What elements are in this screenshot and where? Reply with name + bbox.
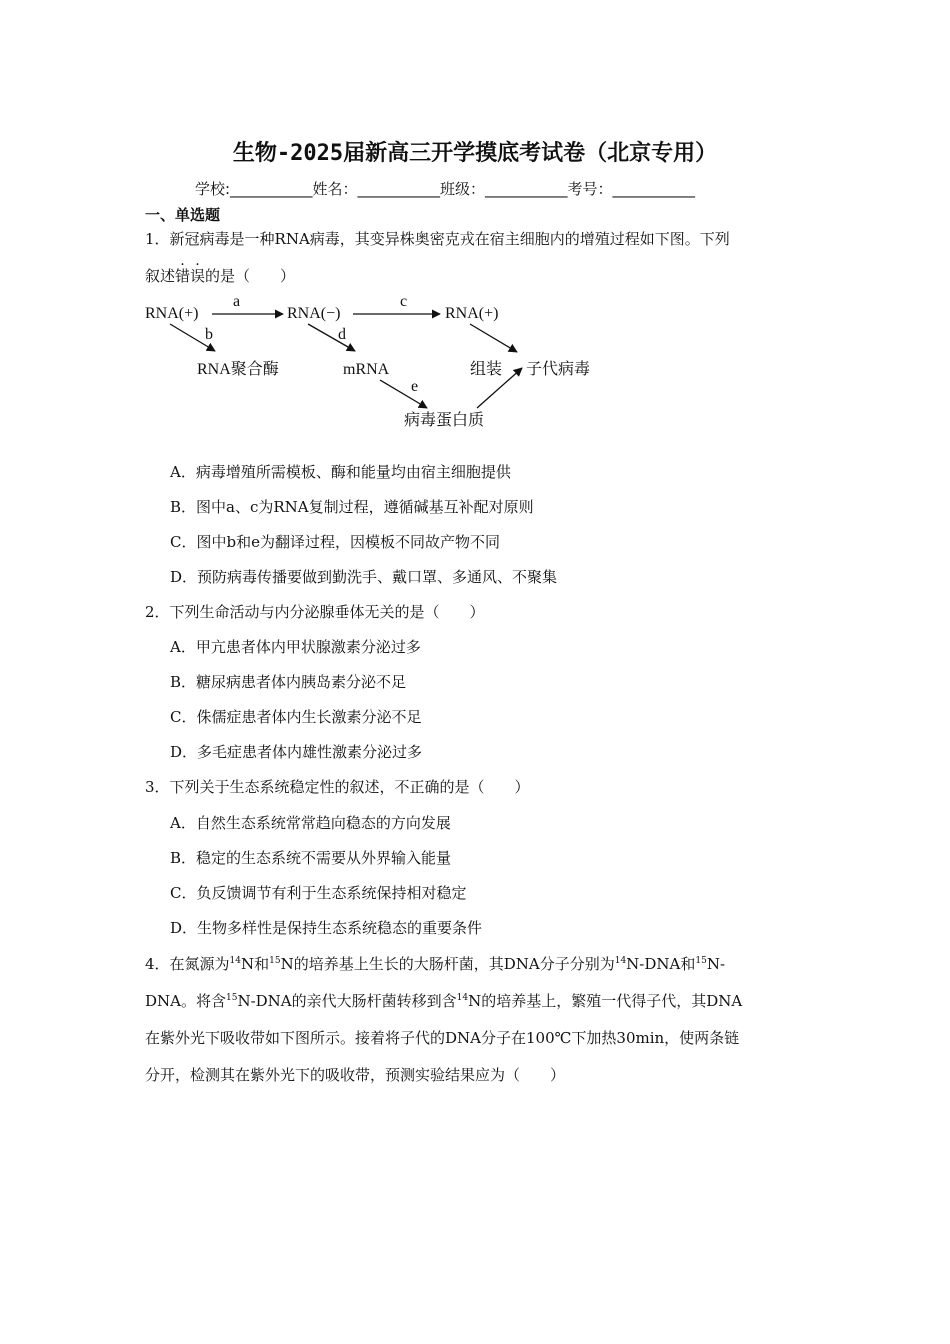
q1-emphasis-char: 错 [175,267,191,285]
q4-text: N-DNA和 [626,955,696,973]
isotope-superscript: 15 [225,993,238,1003]
arrow-e [380,380,427,408]
rna-polymerase-node: RNA聚合酶 [197,361,279,378]
q1-option-d: D．预防病毒传播要做到勤洗手、戴口罩、多通风、不聚集 [170,568,558,586]
q1-diagram [140,290,620,440]
q4-text: N的培养基上，繁殖一代得子代，其DNA [468,992,743,1010]
isotope-superscript: 14 [229,956,241,966]
isotope-superscript: 15 [695,956,707,966]
progeny-virus-node: 子代病毒 [526,361,591,378]
q2-option-a: A．甲亢患者体内甲状腺激素分泌过多 [170,638,421,656]
q1-option-c: C．图中b和e为翻译过程，因模板不同故产物不同 [170,533,500,551]
q2-option-b: B．糖尿病患者体内胰岛素分泌不足 [170,673,407,691]
label-a: a [233,293,241,310]
arrow-d [308,324,355,351]
q3-option-a: A．自然生态系统常常趋向稳态的方向发展 [170,814,451,832]
q3-stem: 3．下列关于生态系统稳定性的叙述，不正确的是（ ） [145,778,530,796]
q4-stem-line3: 在紫外光下吸收带如下图所示。接着将子代的DNA分子在100℃下加热30min，使两条链 [145,1029,740,1047]
label-e: e [411,378,419,395]
q4-stem-line1 [145,953,725,974]
q3-option-d: D．生物多样性是保持生态系统稳态的重要条件 [170,919,483,937]
label-c: c [400,293,408,310]
isotope-superscript: 14 [456,993,469,1003]
q1-stem-line1: 1．新冠病毒是一种RNA病毒，其变异株奥密克戎在宿主细胞内的增殖过程如下图。下列 [145,230,730,248]
q4-text: 4．在氮源为 [145,955,230,973]
student-info-line: 学校:___________姓名：___________班级：___________考号：___________ [195,180,696,198]
q4-stem-line2 [145,990,742,1011]
q4-text: N和 [241,955,270,973]
q4-text: N- [706,955,726,973]
q1-stem-post: 的是（ ） [205,267,296,285]
virus-protein-node: 病毒蛋白质 [404,412,485,429]
isotope-superscript: 15 [269,956,281,966]
q2-option-d: D．多毛症患者体内雄性激素分泌过多 [170,743,423,761]
q3-option-c: C．负反馈调节有利于生态系统保持相对稳定 [170,884,467,902]
assembly-label: 组装 [470,361,503,378]
label-d: d [338,326,346,343]
label-b: b [205,326,213,343]
isotope-superscript: 14 [614,956,627,966]
q1-stem-pre: 叙述 [145,267,176,285]
q1-stem-line2 [145,265,295,286]
page-title: 生物-2025届新高三开学摸底考试卷（北京专用） [232,141,718,166]
q2-option-c: C．侏儒症患者体内生长激素分泌不足 [170,708,422,726]
q1-option-b: B．图中a、c为RNA复制过程，遵循碱基互补配对原则 [170,498,534,516]
q4-text: N-DNA的亲代大肠杆菌转移到含 [237,992,457,1010]
arrow-rna-to-progeny [470,324,517,352]
q4-text: N的培养基上生长的大肠杆菌，其DNA分子分别为 [280,955,615,973]
q1-emphasis-char: 误 [190,267,206,285]
rna-minus-node: RNA(−) [287,305,341,322]
rna-plus-node: RNA(+) [145,305,199,322]
rna-plus-node-2: RNA(+) [445,305,499,322]
section-heading: 一、单选题 [145,206,221,224]
q3-option-b: B．稳定的生态系统不需要从外界输入能量 [170,849,452,867]
q4-text: DNA。将含 [145,992,226,1010]
mrna-node: mRNA [343,361,390,378]
q4-stem-line4: 分开，检测其在紫外光下的吸收带，预测实验结果应为（ ） [145,1066,566,1084]
q1-option-a: A．病毒增殖所需模板、酶和能量均由宿主细胞提供 [170,463,511,481]
q2-stem: 2．下列生命活动与内分泌腺垂体无关的是（ ） [145,603,485,621]
